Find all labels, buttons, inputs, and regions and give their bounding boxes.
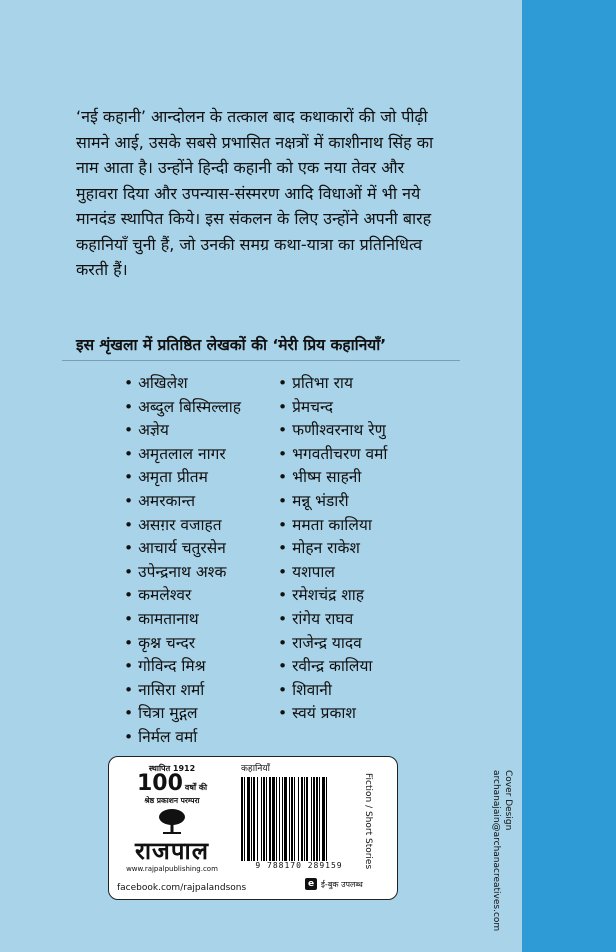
cover-design-text xyxy=(490,770,514,931)
barcode-bar xyxy=(263,777,265,861)
barcode-bar xyxy=(253,777,255,861)
author-item: • भीष्म साहनी xyxy=(278,466,387,490)
barcode-bar xyxy=(276,777,277,861)
barcode-bar xyxy=(289,777,290,861)
barcode-bar xyxy=(304,777,305,861)
established-text: स्थापित 1912 xyxy=(148,764,196,773)
barcode-bar xyxy=(282,777,283,861)
blurb-line: नाम आता है। उन्होंने हिन्दी कहानी को एक नया तेवर और xyxy=(76,158,405,177)
isbn-barcode xyxy=(239,777,359,861)
publisher-brand: राजपाल xyxy=(135,837,209,865)
facebook-link: facebook.com/rajpalandsons xyxy=(117,883,247,893)
author-item: • मोहन राकेश xyxy=(278,537,387,561)
author-item: • अमरकान्त xyxy=(124,490,241,514)
ebook-label: ई-बुक उपलब्ध xyxy=(321,879,363,889)
author-item: • कृश्न चन्दर xyxy=(124,632,241,656)
barcode-bar xyxy=(316,777,318,861)
barcode-bar xyxy=(251,777,252,861)
blurb-line: सामने आई, उसके सबसे प्रभासित नक्षत्रों में काशीनाथ सिंह का xyxy=(76,132,434,152)
barcode-bar xyxy=(241,777,243,861)
author-item: • उपेन्द्रनाथ अश्क xyxy=(124,561,241,585)
publisher-website: www.rajpalpublishing.com xyxy=(126,865,218,873)
blurb-text xyxy=(76,104,486,283)
author-item: • आचार्य चतुरसेन xyxy=(124,537,241,561)
author-item: • ममता कालिया xyxy=(278,514,387,538)
author-item: • रांगेय राघव xyxy=(278,608,387,632)
author-item: • अब्दुल बिस्मिल्लाह xyxy=(124,396,241,420)
genre-label: कहानियाँ xyxy=(241,764,270,774)
divider-rule xyxy=(62,360,460,361)
ebook-available xyxy=(305,878,363,890)
cover-design-credit xyxy=(488,770,518,930)
author-item: • गोविन्द मिश्र xyxy=(124,655,241,679)
author-item: • भगवतीचरण वर्मा xyxy=(278,443,387,467)
author-item: • राजेन्द्र यादव xyxy=(278,632,387,656)
centenary-years: वर्षों की xyxy=(184,783,208,792)
barcode-bar xyxy=(313,777,315,861)
barcode-bar xyxy=(257,777,258,861)
barcode-bar xyxy=(291,777,293,861)
barcode-bar xyxy=(306,777,308,861)
barcode-bar xyxy=(311,777,312,861)
barcode-bar xyxy=(322,777,325,861)
author-item: • नासिरा शर्मा xyxy=(124,679,241,703)
barcode-bar xyxy=(284,777,287,861)
ebook-icon: e xyxy=(305,878,317,890)
author-item: • यशपाल xyxy=(278,561,387,585)
cover-design-label: Cover Design xyxy=(503,770,513,831)
barcode-bar xyxy=(261,777,262,861)
barcode-bar xyxy=(266,777,267,861)
barcode-bar xyxy=(272,777,275,861)
author-item: • निर्मल वर्मा xyxy=(124,726,241,750)
category-vertical xyxy=(361,773,375,873)
author-item: • कामतानाथ xyxy=(124,608,241,632)
blurb-line: मुहावरा दिया और उपन्यास-संस्मरण आदि विधाओं में भी नये xyxy=(76,183,421,203)
barcode-bar xyxy=(326,777,327,861)
author-item: • स्वयं प्रकाश xyxy=(278,702,387,726)
tree-logo-icon xyxy=(157,808,187,834)
series-title: इस शृंखला में प्रतिष्ठित लेखकों की ‘मेरी प्रिय कहानियाँ’ xyxy=(76,336,387,354)
author-item: • चित्रा मुद्गल xyxy=(124,702,241,726)
blurb-line: करती हैं। xyxy=(76,260,128,279)
blurb-line: ‘नई कहानी’ आन्दोलन के तत्काल बाद कथाकारों की जो पीढ़ी xyxy=(76,107,428,126)
cover-design-email: archanajain@archanacreatives.com xyxy=(491,770,501,932)
isbn-number: 9 788170 289159 xyxy=(255,861,343,870)
author-item: • मन्नू भंडारी xyxy=(278,490,387,514)
author-list-right xyxy=(278,372,387,726)
author-item: • अमृतलाल नागर xyxy=(124,443,241,467)
author-item: • अखिलेश xyxy=(124,372,241,396)
author-item: • रवीन्द्र कालिया xyxy=(278,655,387,679)
publisher-logo-block xyxy=(117,761,227,883)
barcode-bar xyxy=(294,777,295,861)
publisher-footer-box xyxy=(108,756,398,900)
author-item: • अज्ञेय xyxy=(124,419,241,443)
spine-strip xyxy=(522,0,616,952)
barcode-bar xyxy=(301,777,303,861)
barcode-bar xyxy=(319,777,320,861)
barcode-bar xyxy=(244,777,245,861)
author-list-left xyxy=(124,372,241,750)
author-item: • शिवानी xyxy=(278,679,387,703)
centenary-number: 100 xyxy=(136,771,183,796)
author-item: • कमलेश्वर xyxy=(124,584,241,608)
author-item: • रमेशचंद्र शाह xyxy=(278,584,387,608)
blurb-line: कहानियाँ चुनी हैं, जो उनकी समग्र कथा-यात्रा का प्रतिनिधित्व xyxy=(76,234,423,254)
barcode-bar xyxy=(269,777,271,861)
author-item: • प्रतिभा राय xyxy=(278,372,387,396)
category-label: Fiction / Short Stories xyxy=(363,773,373,870)
author-item: • प्रेमचन्द xyxy=(278,396,387,420)
blurb-line: मानदंड स्थापित किये। इस संकलन के लिए उन्होंने अपनी बारह xyxy=(76,209,432,228)
barcode-bar xyxy=(298,777,299,861)
barcode-bar xyxy=(247,777,250,861)
author-item: • फणीश्वरनाथ रेणु xyxy=(278,419,387,443)
barcode-bar xyxy=(279,777,280,861)
author-item: • असग़र वजाहत xyxy=(124,514,241,538)
centenary-badge xyxy=(117,773,227,795)
author-item: • अमृता प्रीतम xyxy=(124,466,241,490)
tradition-text: श्रेष्ठ प्रकाशन परम्परा xyxy=(144,796,200,805)
